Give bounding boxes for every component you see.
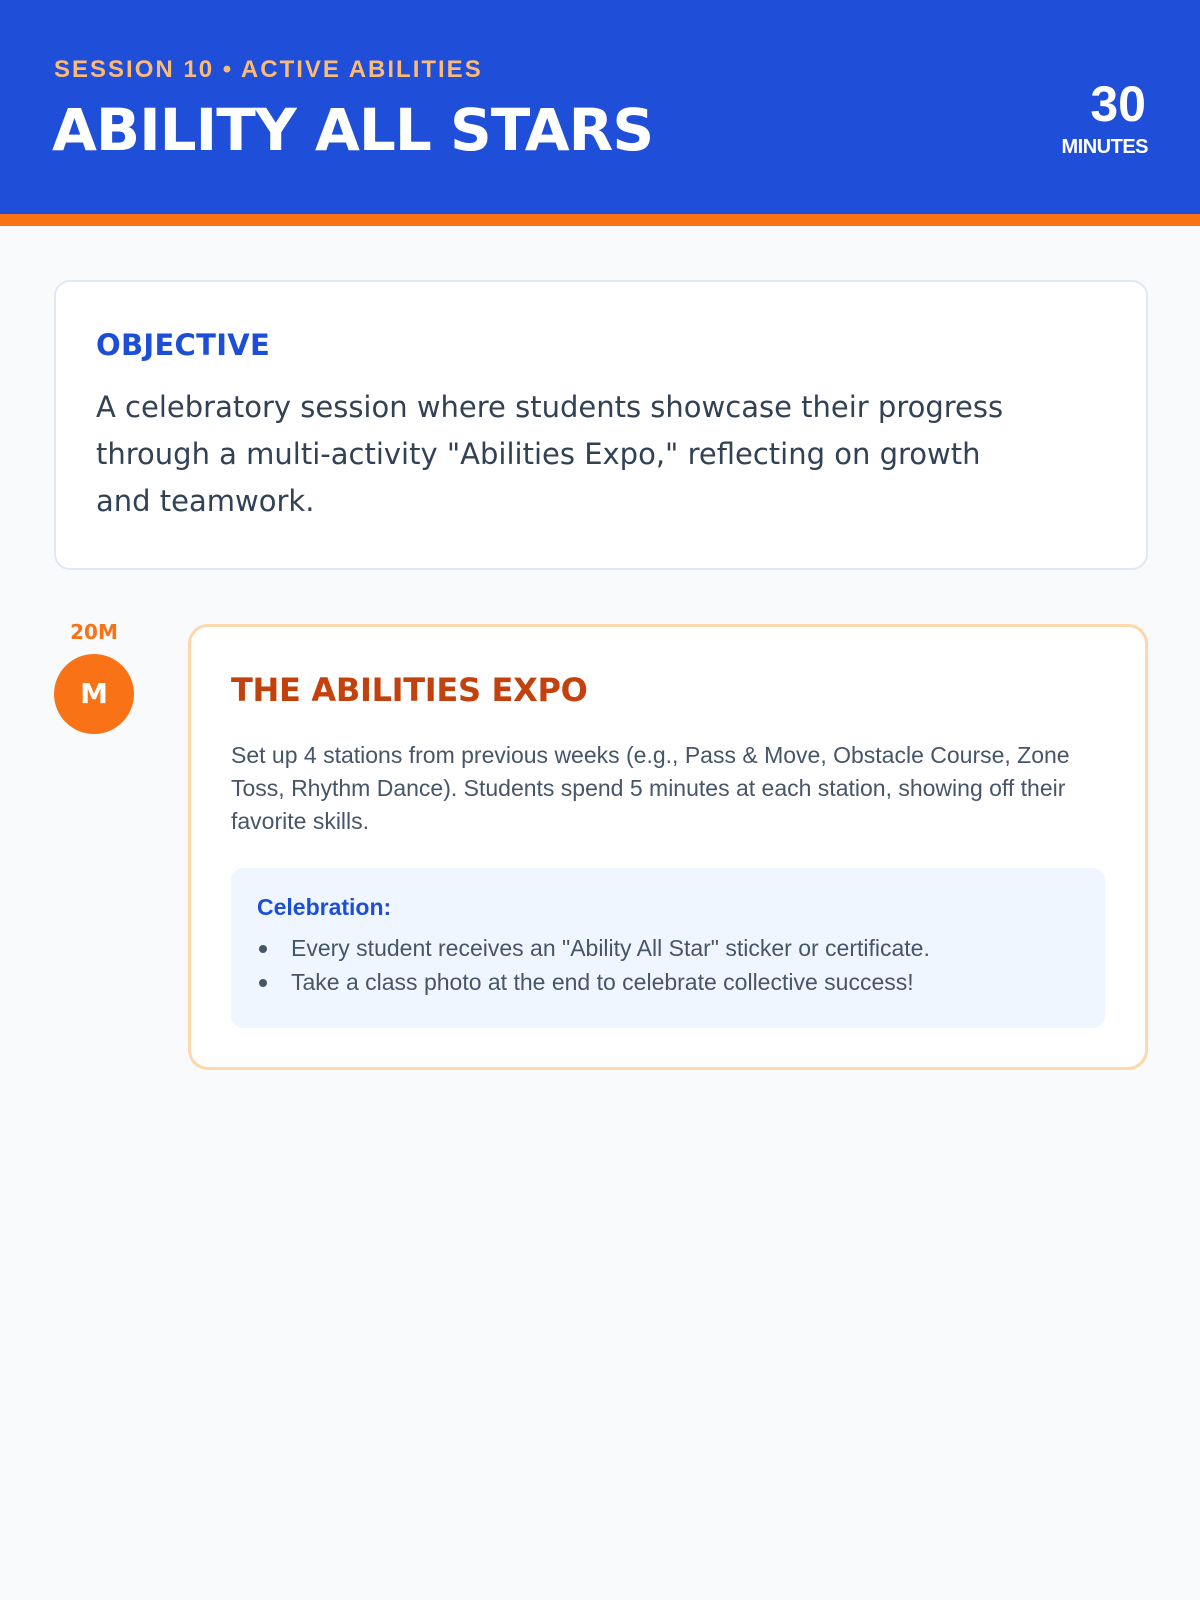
page-header [0, 0, 1200, 214]
duration-unit: MINUTES [1061, 136, 1148, 158]
activity-card [188, 624, 1148, 1070]
activity-timeline-marker [54, 620, 134, 734]
list-item [257, 965, 1079, 999]
page-title: ABILITY ALL STARS [52, 96, 654, 164]
objective-heading: OBJECTIVE [96, 328, 271, 362]
activity-time-tag: 20M [70, 620, 118, 644]
objective-text: A celebratory session where students showcase their progress through a multi-activity "Abilities Expo," reflecting on growth and teamwork. [96, 390, 1004, 518]
activity-description: Set up 4 stations from previous weeks (e.g., Pass & Move, Obstacle Course, Zone Toss, Rhythm Dance). Students spend 5 minutes at each station, showing off their favorite skills. [231, 742, 1070, 834]
header-accent-stripe [0, 214, 1200, 226]
duration-value: 30 [1090, 76, 1146, 132]
session-label: SESSION 10 • ACTIVE ABILITIES [54, 56, 483, 83]
bullet-icon [259, 945, 267, 953]
celebration-list [257, 931, 1079, 999]
activity-title: THE ABILITIES EXPO [231, 671, 588, 709]
activity-badge: M [54, 654, 134, 734]
list-item-text: Take a class photo at the end to celebrate collective success! [291, 969, 914, 995]
list-item-text: Every student receives an "Ability All Star" sticker or certificate. [291, 935, 930, 961]
celebration-label: Celebration: [257, 894, 392, 920]
objective-card [54, 280, 1148, 570]
duration-display [1008, 78, 1148, 159]
list-item [257, 931, 1079, 965]
bullet-icon [259, 979, 267, 987]
celebration-box [231, 868, 1105, 1028]
